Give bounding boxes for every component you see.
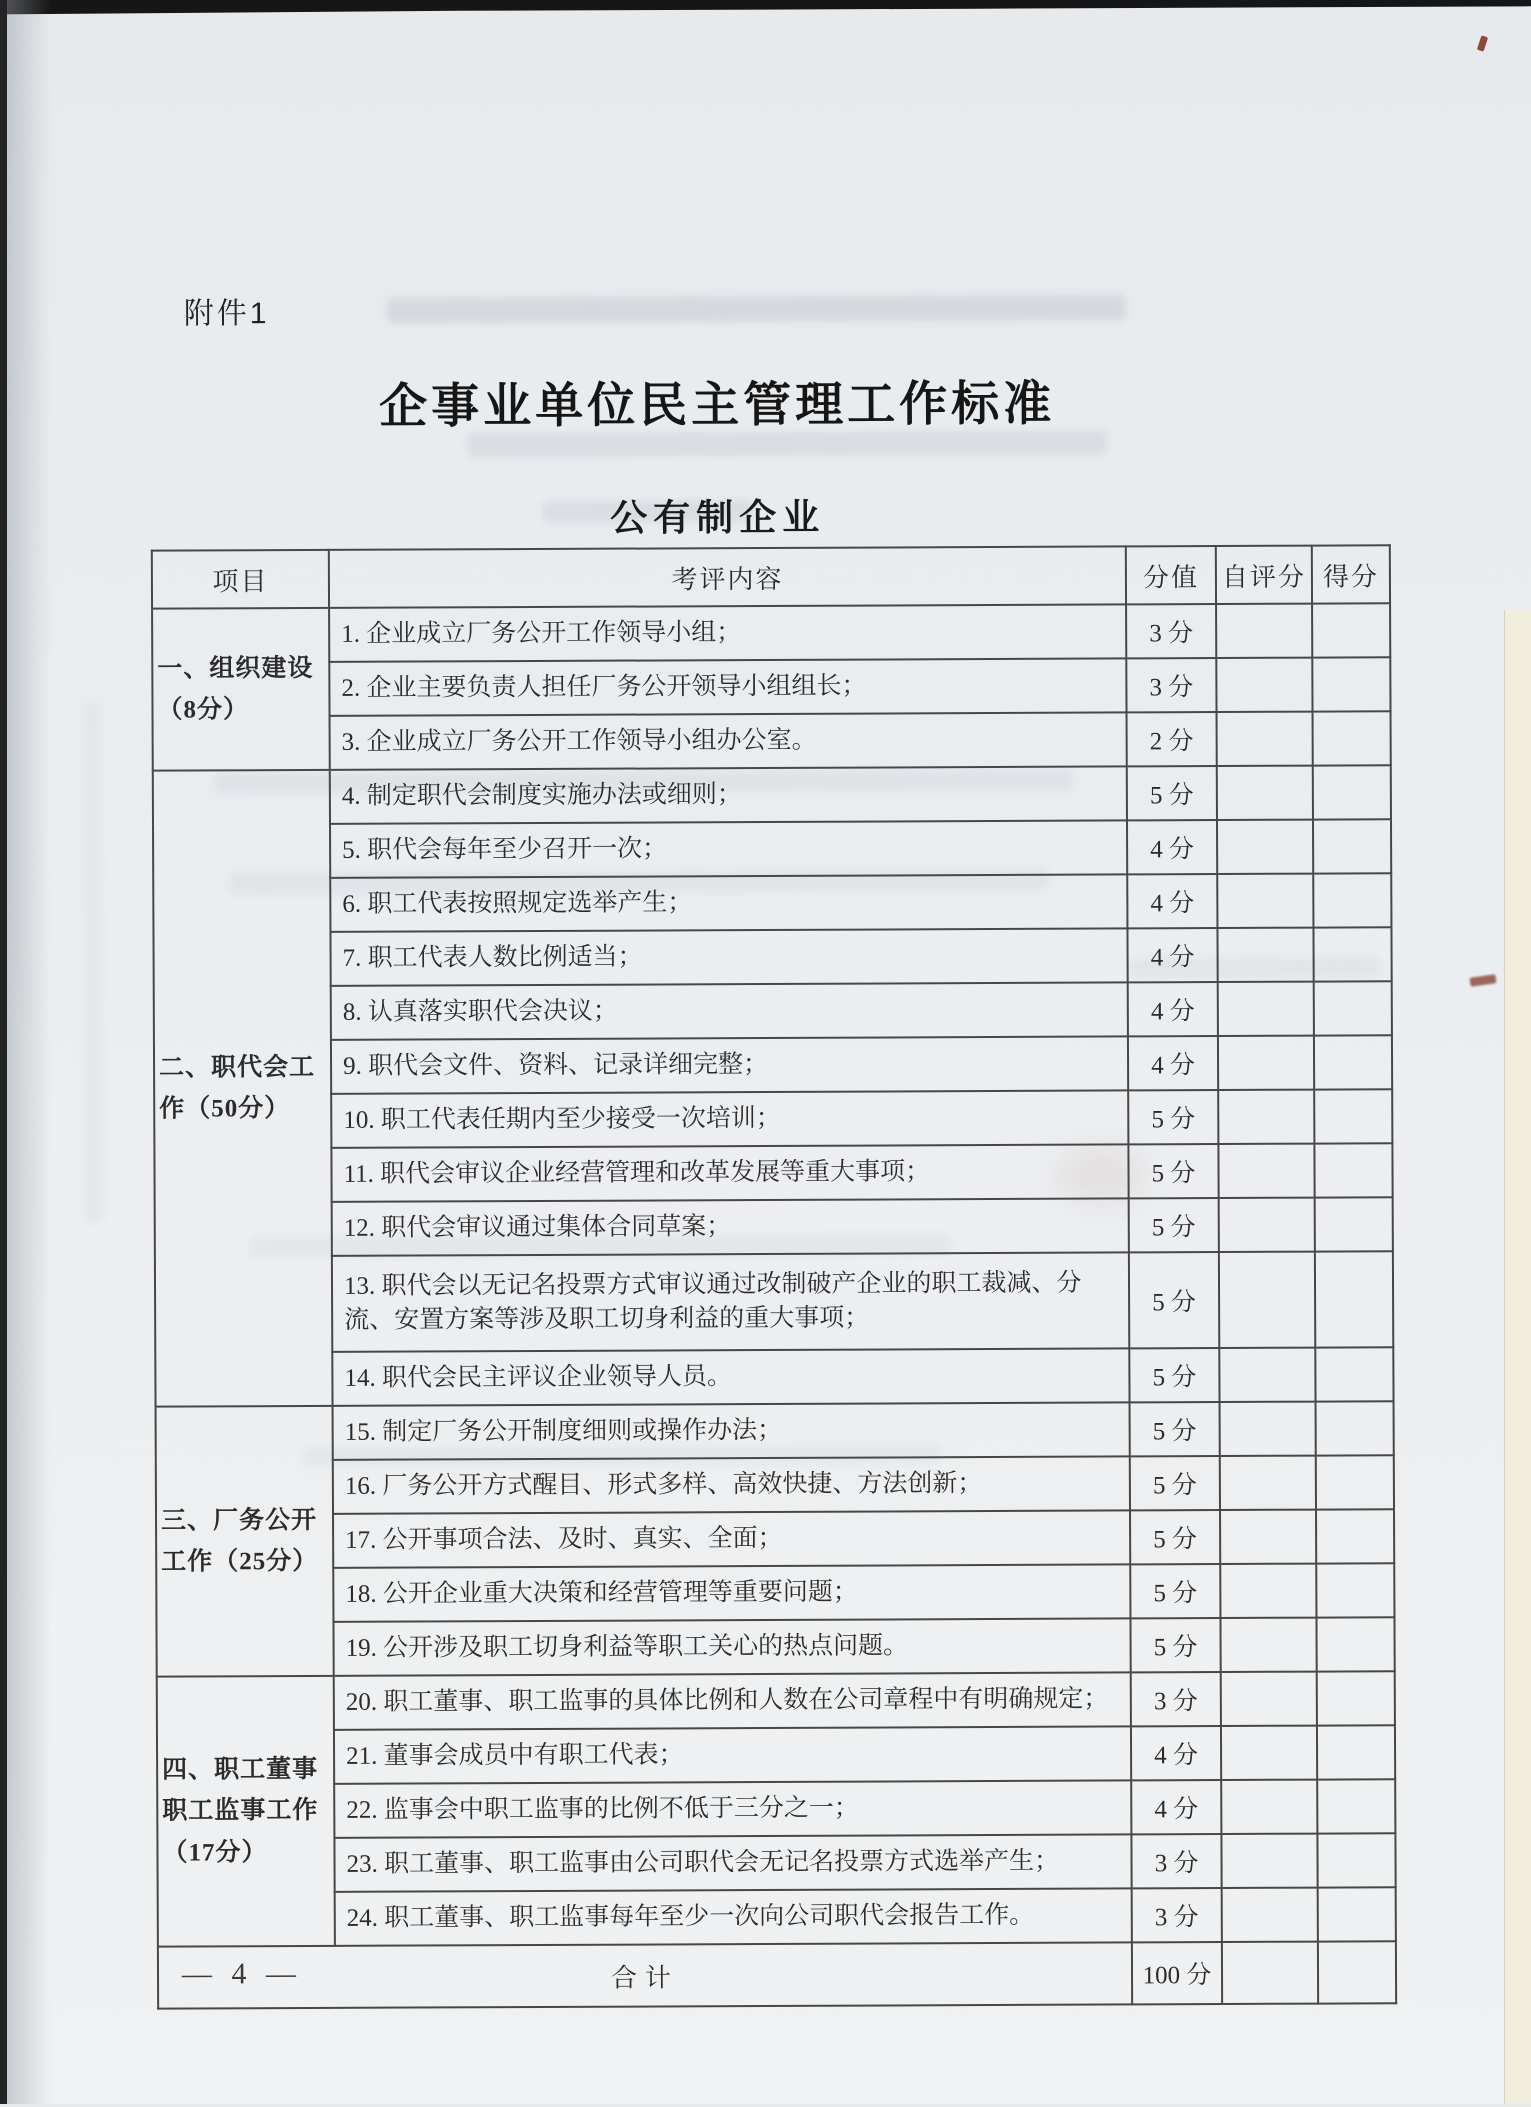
score-value: 5 分 (1130, 1564, 1220, 1618)
evaluation-table (151, 544, 1397, 2009)
gained-score-cell (1314, 1089, 1392, 1143)
criterion-text: 15. 制定厂务公开制度细则或操作办法； (333, 1402, 1130, 1459)
gained-score-cell (1316, 1563, 1394, 1617)
gained-score-cell (1313, 927, 1391, 981)
criterion-text: 22. 监事会中职工监事的比例不低于三分之一； (334, 1780, 1131, 1837)
self-score-cell (1218, 1144, 1314, 1198)
score-value: 4 分 (1128, 982, 1218, 1036)
document-title: 企事业单位民主管理工作标准 (379, 377, 1056, 434)
criterion-text: 11. 职代会审议企业经营管理和改革发展等重大事项； (331, 1144, 1128, 1201)
header-item: 项目 (152, 550, 329, 609)
document-subtitle: 公有制企业 (610, 496, 826, 539)
gained-score-cell (1314, 1143, 1392, 1197)
self-score-cell (1216, 604, 1312, 658)
criterion-text: 13. 职代会以无记名投票方式审议通过改制破产企业的职工裁减、分流、安置方案等涉及职工切身利益的重大事项； (332, 1252, 1129, 1351)
score-value: 3 分 (1126, 658, 1216, 712)
criterion-text: 3. 企业成立厂务公开工作领导小组办公室。 (330, 712, 1127, 769)
gained-score-cell (1313, 819, 1391, 873)
total-score-value: 100 分 (1132, 1942, 1222, 2004)
self-score-cell (1219, 1348, 1315, 1402)
table-row (156, 1617, 1394, 1676)
self-score-cell (1220, 1564, 1316, 1618)
score-value: 4 分 (1127, 820, 1217, 874)
criterion-text: 16. 厂务公开方式醒目、形式多样、高效快捷、方法创新； (333, 1456, 1130, 1513)
criterion-text: 18. 公开企业重大决策和经营管理等重要问题； (333, 1564, 1130, 1621)
header-content: 考评内容 (329, 546, 1126, 607)
self-score-cell (1217, 712, 1313, 766)
criterion-text: 1. 企业成立厂务公开工作领导小组； (329, 604, 1126, 661)
self-score-cell (1217, 820, 1313, 874)
table-row (158, 1887, 1396, 1946)
score-value: 4 分 (1131, 1780, 1221, 1834)
gained-score-cell (1315, 1197, 1393, 1251)
table-row (155, 1347, 1393, 1406)
score-value: 5 分 (1130, 1456, 1220, 1510)
table-row (154, 981, 1392, 1040)
gained-score-cell (1316, 1509, 1394, 1563)
self-score-cell (1216, 658, 1312, 712)
table-row (153, 711, 1391, 770)
self-score-cell (1218, 1036, 1314, 1090)
score-value: 5 分 (1128, 1090, 1218, 1144)
score-value: 3 分 (1132, 1888, 1222, 1942)
gained-score-cell (1316, 1401, 1394, 1455)
bleedthrough-artifact (83, 703, 103, 1223)
section-label: 一、组织建设（8分） (152, 608, 330, 771)
gained-score-cell (1317, 1779, 1395, 1833)
self-score-cell (1221, 1672, 1317, 1726)
section-label: 二、职代会工作（50分） (153, 770, 333, 1407)
header-self-score: 自评分 (1216, 546, 1312, 604)
table-row (154, 1035, 1392, 1094)
criterion-text: 2. 企业主要负责人担任厂务公开领导小组组长； (329, 658, 1126, 715)
score-value: 4 分 (1127, 874, 1217, 928)
self-score-cell (1219, 1252, 1315, 1348)
table-row (157, 1779, 1395, 1838)
attachment-label: 附件1 (183, 297, 270, 331)
self-score-cell (1221, 1780, 1317, 1834)
page-number: — 4 — (181, 1957, 303, 1991)
table-row (157, 1833, 1395, 1892)
score-value: 3 分 (1126, 604, 1216, 658)
score-value: 5 分 (1129, 1252, 1219, 1348)
self-score-cell (1217, 874, 1313, 928)
gained-score-cell (1314, 1035, 1392, 1089)
self-score-cell (1221, 1834, 1317, 1888)
table-row (156, 1563, 1394, 1622)
criterion-text: 17. 公开事项合法、及时、真实、全面； (333, 1510, 1130, 1567)
table-row (152, 657, 1390, 716)
gained-score-cell (1318, 1887, 1396, 1941)
score-value: 4 分 (1127, 928, 1217, 982)
self-score-cell (1220, 1402, 1316, 1456)
gained-score-cell (1317, 1725, 1395, 1779)
self-score-cell (1218, 1090, 1314, 1144)
score-value: 4 分 (1131, 1726, 1221, 1780)
self-score-cell (1219, 1198, 1315, 1252)
total-gained-score-cell (1318, 1941, 1396, 2003)
table-row (156, 1455, 1394, 1514)
criterion-text: 19. 公开涉及职工切身利益等职工关心的热点问题。 (333, 1618, 1130, 1675)
gained-score-cell (1313, 765, 1391, 819)
self-score-cell (1220, 1456, 1316, 1510)
gained-score-cell (1312, 603, 1390, 657)
table-row (157, 1725, 1395, 1784)
self-score-cell (1221, 1726, 1317, 1780)
score-value: 4 分 (1128, 1036, 1218, 1090)
gained-score-cell (1316, 1617, 1394, 1671)
eval-table-body (152, 603, 1396, 2008)
score-value: 5 分 (1127, 766, 1217, 820)
total-label: 合计 (158, 1942, 1132, 2008)
criterion-text: 8. 认真落实职代会决议； (331, 982, 1128, 1039)
table-row (153, 927, 1391, 986)
criterion-text: 5. 职代会每年至少召开一次； (330, 820, 1127, 877)
criterion-text: 23. 职工董事、职工监事由公司职代会无记名投票方式选举产生； (334, 1834, 1131, 1891)
gained-score-cell (1315, 1347, 1393, 1401)
gained-score-cell (1313, 873, 1391, 927)
table-row (154, 1089, 1392, 1148)
table-row (153, 819, 1391, 878)
score-value: 5 分 (1130, 1510, 1220, 1564)
table-row (157, 1671, 1395, 1730)
criterion-text: 14. 职代会民主评议企业领导人员。 (332, 1348, 1129, 1405)
criterion-text: 4. 制定职代会制度实施办法或细则； (330, 766, 1127, 823)
table-row (152, 603, 1390, 662)
gained-score-cell (1316, 1455, 1394, 1509)
table-row (154, 1143, 1392, 1202)
table-row (156, 1509, 1394, 1568)
table-header-row (152, 545, 1390, 608)
criterion-text: 9. 职代会文件、资料、记录详细完整； (331, 1036, 1128, 1093)
table-row (155, 1251, 1393, 1352)
gained-score-cell (1317, 1671, 1395, 1725)
score-value: 5 分 (1130, 1618, 1220, 1672)
score-value: 2 分 (1127, 712, 1217, 766)
gained-score-cell (1317, 1833, 1395, 1887)
score-value: 3 分 (1131, 1834, 1221, 1888)
score-value: 5 分 (1130, 1402, 1220, 1456)
gained-score-cell (1313, 711, 1391, 765)
criterion-text: 7. 职工代表人数比例适当； (330, 928, 1127, 985)
self-score-cell (1217, 766, 1313, 820)
gained-score-cell (1315, 1251, 1393, 1347)
table-header (152, 545, 1390, 608)
gained-score-cell (1312, 657, 1390, 711)
self-score-cell (1222, 1888, 1318, 1942)
criterion-text: 12. 职代会审议通过集体合同草案； (332, 1198, 1129, 1255)
criterion-text: 10. 职工代表任期内至少接受一次培训； (331, 1090, 1128, 1147)
score-value: 5 分 (1129, 1348, 1219, 1402)
section-label: 四、职工董事职工监事工作（17分） (157, 1676, 335, 1947)
table-row (153, 765, 1391, 824)
bleedthrough-artifact (387, 294, 1127, 323)
score-value: 3 分 (1131, 1672, 1221, 1726)
table-row (156, 1401, 1394, 1460)
criterion-text: 6. 职工代表按照规定选举产生； (330, 874, 1127, 931)
header-score: 分值 (1126, 546, 1216, 604)
criterion-text: 21. 董事会成员中有职工代表； (334, 1726, 1131, 1783)
section-label: 三、厂务公开工作（25分） (156, 1406, 334, 1677)
self-score-cell (1220, 1618, 1316, 1672)
header-gained-score: 得分 (1312, 545, 1390, 603)
self-score-cell (1217, 928, 1313, 982)
self-score-cell (1218, 982, 1314, 1036)
score-value: 5 分 (1129, 1198, 1219, 1252)
gained-score-cell (1314, 981, 1392, 1035)
total-self-score-cell (1222, 1942, 1318, 2004)
self-score-cell (1220, 1510, 1316, 1564)
table-row (153, 873, 1391, 932)
total-row (158, 1941, 1396, 2008)
score-value: 5 分 (1128, 1144, 1218, 1198)
criterion-text: 24. 职工董事、职工监事每年至少一次向公司职代会报告工作。 (335, 1888, 1132, 1945)
criterion-text: 20. 职工董事、职工监事的具体比例和人数在公司章程中有明确规定； (334, 1672, 1131, 1729)
table-row (155, 1197, 1393, 1256)
